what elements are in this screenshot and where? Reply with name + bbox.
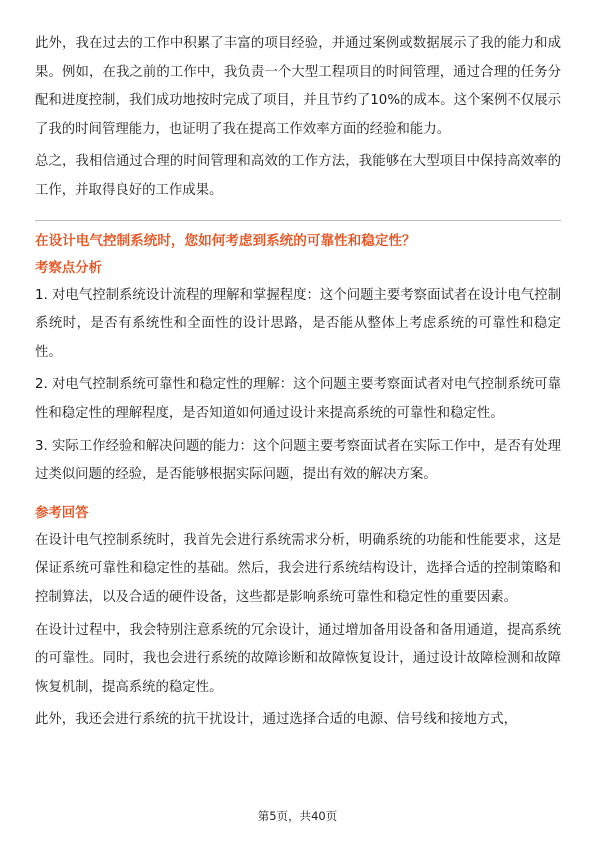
analysis-point: 3. 实际工作经验和解决问题的能力：这个问题主要考察面试者在实际工作中，是否有处理过类似问题的经验，是否能够根据实际问题，提出有效的解决方案。: [35, 438, 561, 483]
analysis-heading: 考察点分析: [35, 260, 102, 276]
answer-paragraph: 在设计过程中，我会特别注意系统的冗余设计，通过增加备用设备和备用通道，提高系统的可靠性。同时，我也会进行系统的故障诊断和故障恢复设计，通过设计故障检测和故障恢复机制，提高系统的稳定性。: [35, 622, 561, 695]
answer-paragraph: 此外，我还会进行系统的抗干扰设计，通过选择合适的电源、信号线和接地方式，: [35, 712, 518, 728]
answer-heading: 参考回答: [35, 505, 89, 521]
page-number: 第5页，共40页: [257, 809, 338, 823]
section-divider: [35, 220, 561, 221]
analysis-point: 1. 对电气控制系统设计流程的理解和掌握程度：这个问题主要考察面试者在设计电气控制系统时，是否有系统性和全面性的设计思路，是否能从整体上考虑系统的可靠性和稳定性。: [35, 287, 561, 360]
intro-paragraph: 总之，我相信通过合理的时间管理和高效的工作方法，我能够在大型项目中保持高效率的工作，并取得良好的工作成果。: [35, 154, 561, 198]
interview-question: 在设计电气控制系统时，您如何考虑到系统的可靠性和稳定性？: [35, 232, 416, 249]
analysis-point: 2. 对电气控制系统可靠性和稳定性的理解：这个问题主要考察面试者对电气控制系统可靠性和稳定性的理解程度，是否知道如何通过设计来提高系统的可靠性和稳定性。: [35, 377, 561, 421]
intro-paragraph: 此外，我在过去的工作中积累了丰富的项目经验，并通过案例或数据展示了我的能力和成果。例如，在我之前的工作中，我负责一个大型工程项目的时间管理，通过合理的任务分配和进度控制，我们成功地按时完成了项目，并且节约了10%的成本。这个案例不仅展示了我的时间管理能力，也证明了我在提高工作效率方面的经验和能力。: [35, 36, 561, 137]
page-content: [35, 30, 561, 739]
answer-paragraph: 在设计电气控制系统时，我首先会进行系统需求分析，明确系统的功能和性能要求，这是保证系统可靠性和稳定性的基础。然后，我会进行系统结构设计，选择合适的控制策略和控制算法，以及合适的硬件设备，这些都是影响系统可靠性和稳定性的重要因素。: [35, 532, 561, 605]
